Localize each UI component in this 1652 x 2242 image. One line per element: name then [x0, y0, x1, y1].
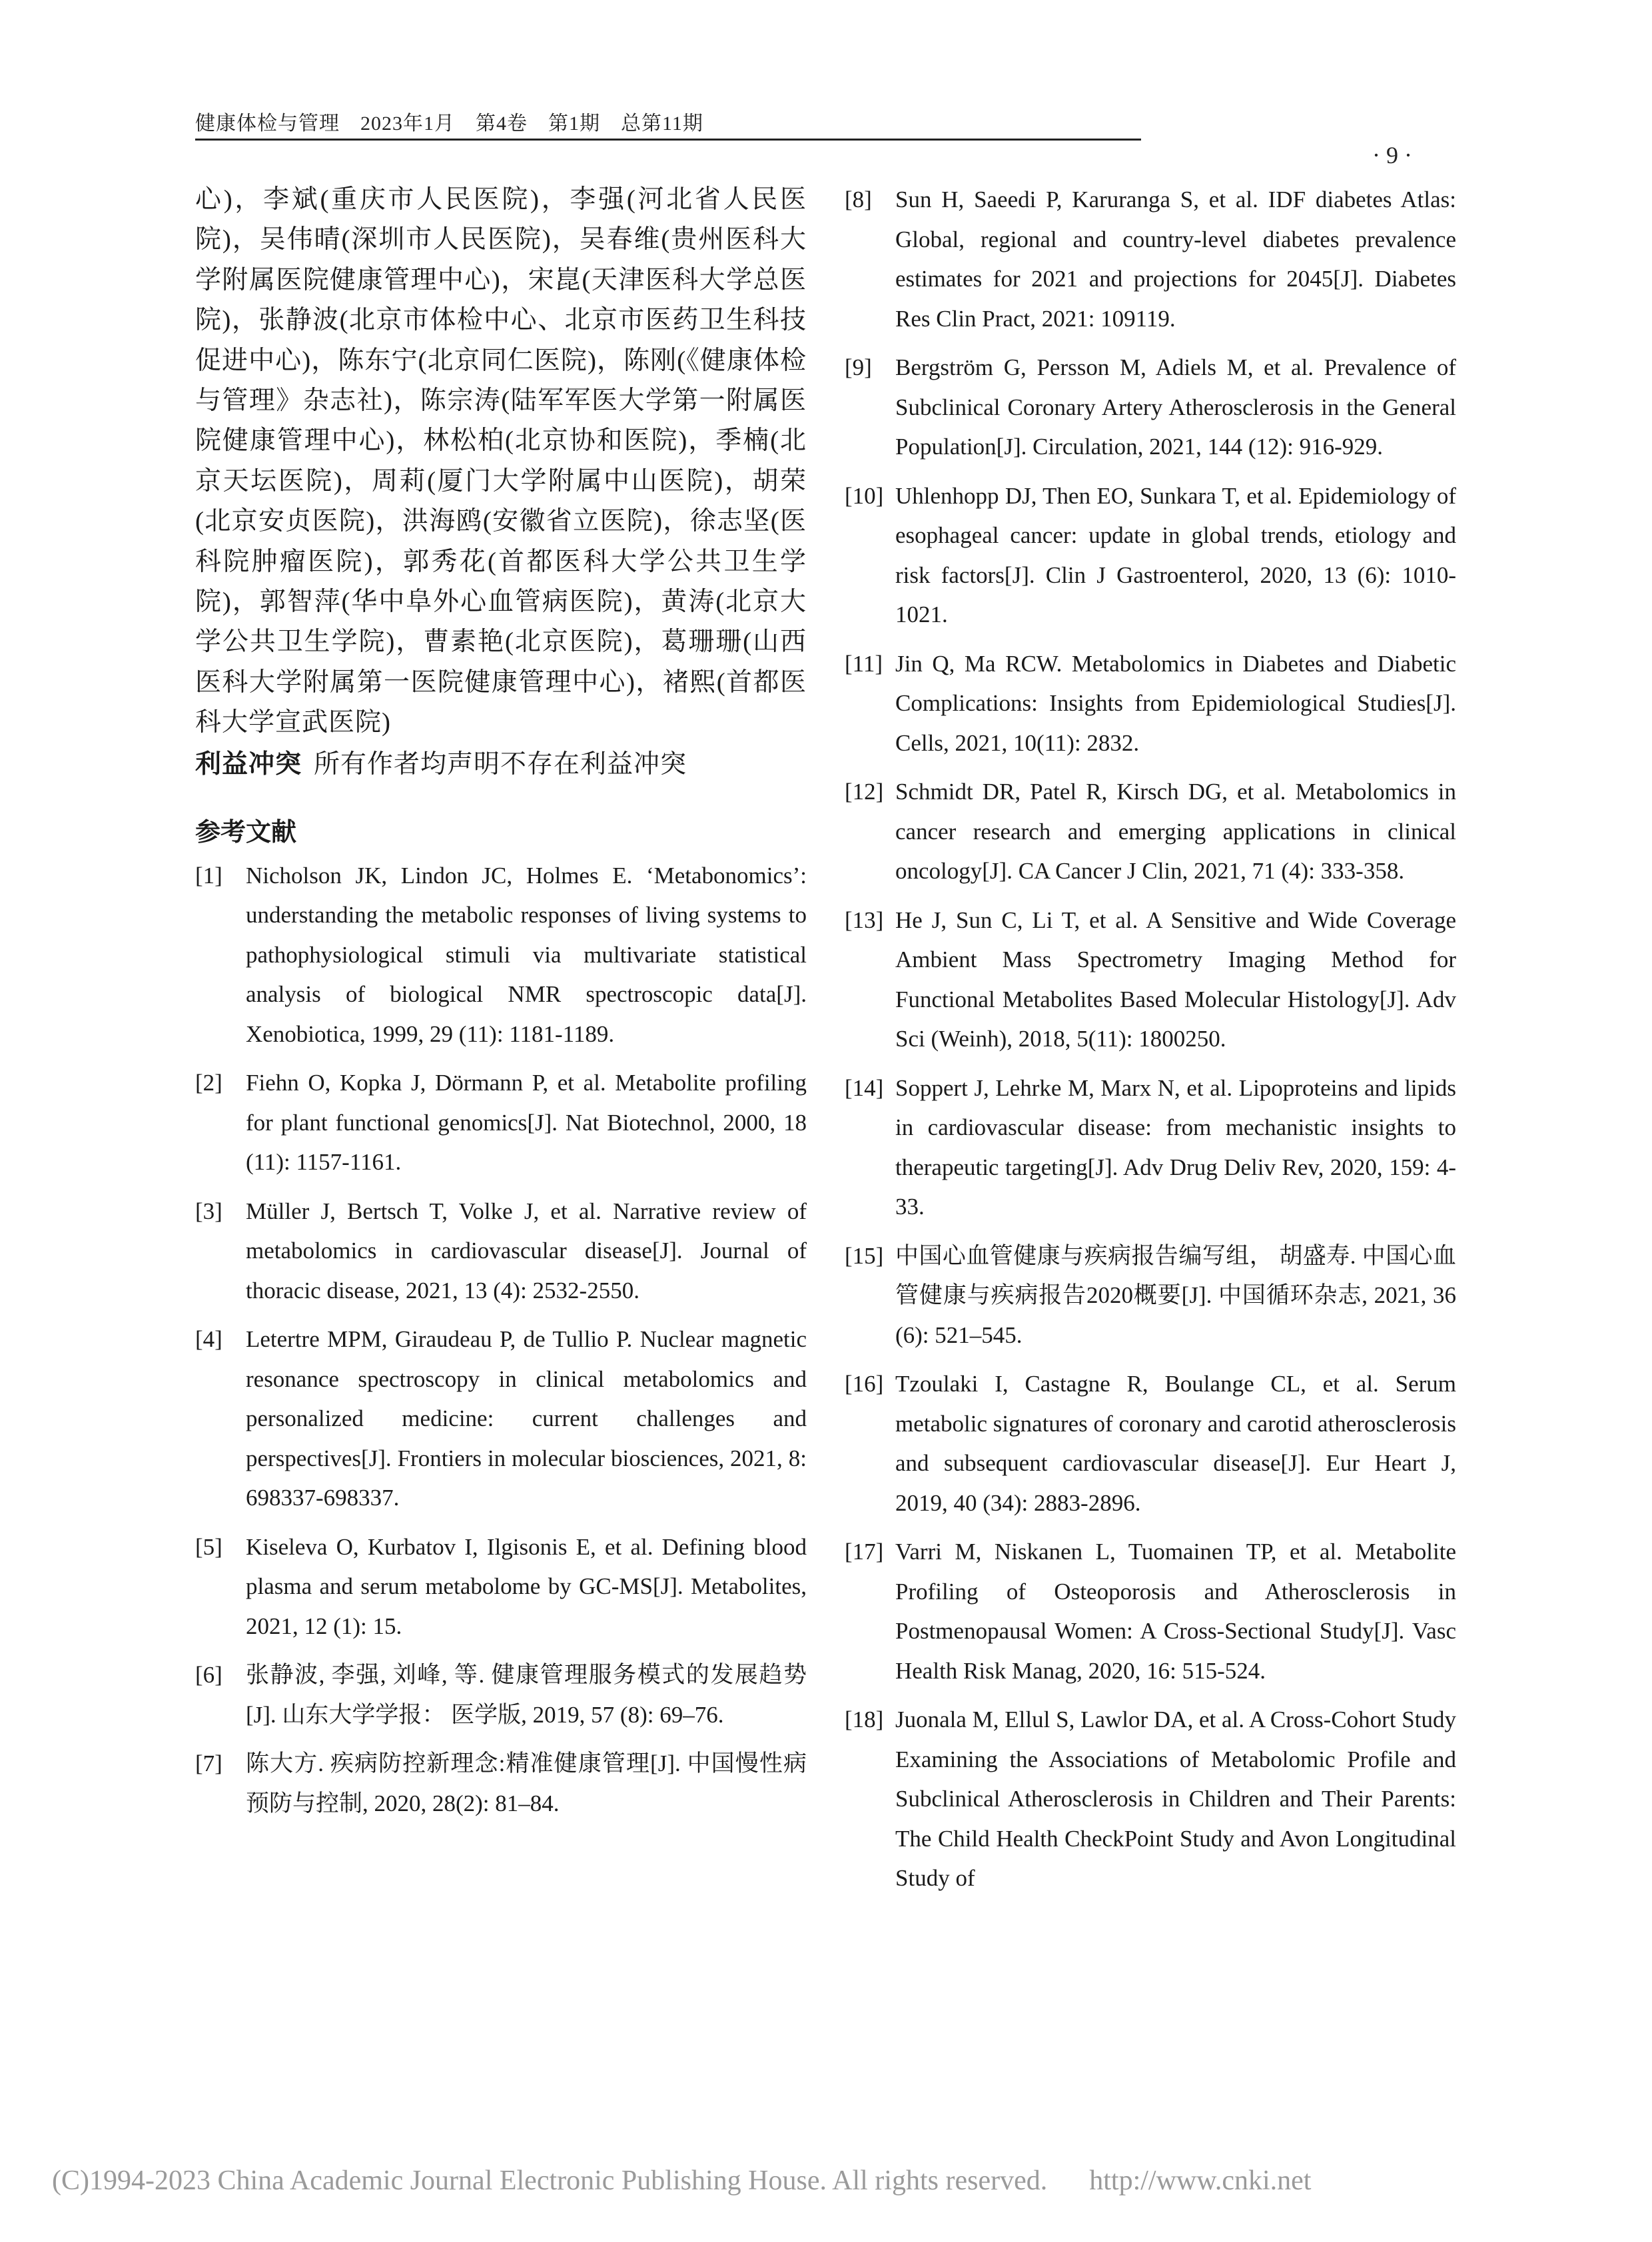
reference-text: Uhlenhopp DJ, Then EO, Sunkara T, et al. Epidemiology of esophageal cancer: update in global trends, etiology and risk factors[J]. Clin J Gastroenterol, 2020, 13 (6): 1010-1021. — [895, 482, 1456, 627]
reference-number: [8] — [845, 187, 872, 212]
reference-number: [16] — [845, 1371, 884, 1397]
reference-item — [845, 644, 1456, 763]
conflict-of-interest — [195, 745, 807, 785]
coi-text: 所有作者均声明不存在利益冲突 — [314, 749, 687, 779]
reference-item — [195, 1744, 807, 1823]
reference-text: Schmidt DR, Patel R, Kirsch DG, et al. Metabolomics in cancer research and emerging applications in clinical oncology[J]. CA Cancer J Clin, 2021, 71 (4): 333-358. — [895, 779, 1456, 884]
reference-number: [18] — [845, 1706, 884, 1732]
reference-item — [845, 1532, 1456, 1690]
reference-text: Juonala M, Ellul S, Lawlor DA, et al. A Cross-Cohort Study Examining the Associations of Metabolomic Profile and Subclinical Atherosclerosis in Children and Their Parents: The Child Health CheckPoint Study and Avon Longitudinal Study of — [895, 1706, 1456, 1891]
reference-number: [13] — [845, 907, 884, 933]
reference-item — [845, 1364, 1456, 1523]
copyright-footer — [52, 2165, 1311, 2197]
reference-item — [845, 476, 1456, 635]
reference-number: [15] — [845, 1242, 884, 1269]
footer-url: http://www.cnki.net — [1089, 2165, 1312, 2196]
coi-label: 利益冲突 — [195, 749, 302, 779]
reference-text: Varri M, Niskanen L, Tuomainen TP, et al. Metabolite Profiling of Osteoporosis and Atherosclerosis in Postmenopausal Women: A Cross-Sectional Study[J]. Vasc Health Risk Manag, 2020, 16: 515-524. — [895, 1539, 1456, 1684]
reference-item — [845, 772, 1456, 891]
reference-item — [845, 901, 1456, 1059]
reference-text: Letertre MPM, Giraudeau P, de Tullio P. Nuclear magnetic resonance spectroscopy in clinical metabolomics and personalized medicine: current challenges and perspectives[J]. Frontiers in molecular biosciences, 2021, 8: 698337-698337. — [246, 1326, 807, 1511]
reference-number: [9] — [845, 354, 872, 380]
reference-number: [7] — [195, 1750, 222, 1777]
reference-text: 中国心血管健康与疾病报告编写组， 胡盛寿. 中国心血管健康与疾病报告2020概要[J]. 中国循环杂志, 2021, 36 (6): 521–545. — [895, 1242, 1456, 1348]
reference-text: He J, Sun C, Li T, et al. A Sensitive and Wide Coverage Ambient Mass Spectrometry Imaging Method for Functional Metabolites Based Molecular Histology[J]. Adv Sci (Weinh), 2018, 5(11): 1800250. — [895, 907, 1456, 1052]
reference-number: [11] — [845, 650, 883, 677]
references-heading: 参考文献 — [195, 817, 297, 847]
acknowledgment-paragraph — [195, 180, 807, 743]
reference-text: Fiehn O, Kopka J, Dörmann P, et al. Metabolite profiling for plant functional genomics[J]. Nat Biotechnol, 2000, 18 (11): 1157-1161. — [246, 1070, 807, 1176]
reference-number: [6] — [195, 1662, 222, 1688]
reference-number: [3] — [195, 1198, 222, 1224]
reference-item — [195, 1063, 807, 1182]
reference-item — [195, 1655, 807, 1734]
reference-text: Soppert J, Lehrke M, Marx N, et al. Lipoproteins and lipids in cardiovascular disease: from mechanistic insights to therapeutic targeting[J]. Adv Drug Deliv Rev, 2020, 159: 4-33. — [895, 1074, 1456, 1220]
header-rule — [195, 139, 1141, 141]
reference-item — [845, 1236, 1456, 1355]
reference-number: [1] — [195, 862, 222, 889]
right-column — [845, 180, 1456, 1908]
reference-number: [10] — [845, 482, 884, 509]
reference-text: 陈大方. 疾病防控新理念:精准健康管理[J]. 中国慢性病预防与控制, 2020, 28(2): 81–84. — [246, 1750, 807, 1816]
reference-item — [845, 348, 1456, 467]
reference-item — [195, 1527, 807, 1647]
reference-text: Sun H, Saeedi P, Karuranga S, et al. IDF diabetes Atlas: Global, regional and country-level diabetes prevalence estimates for 2021 and projections for 2045[J]. Diabetes Res Clin Pract, 2021: 109119. — [895, 187, 1456, 332]
reference-text: Jin Q, Ma RCW. Metabolomics in Diabetes and Diabetic Complications: Insights from Epidemiological Studies[J]. Cells, 2021, 10(11): 2832. — [895, 650, 1456, 756]
reference-number: [17] — [845, 1539, 884, 1565]
reference-item — [195, 856, 807, 1054]
reference-number: [14] — [845, 1074, 884, 1101]
acknowledgment-text: 心)，李斌(重庆市人民医院)，李强(河北省人民医院)，吴伟晴(深圳市人民医院)，吴春维(贵州医科大学附属医院健康管理中心)，宋崑(天津医科大学总医院)，张静波(北京市体检中心、北京市医药卫生科技促进中心)，陈东宁(北京同仁医院)，陈刚(《健康体检与管理》杂志社)，陈宗涛(陆军军医大学第一附属医院健康管理中心)，林松柏(北京协和医院)，季楠(北京天坛医院)，周莉(厦门大学附属中山医院)，胡荣(北京安贞医院)，洪海鸥(安徽省立医院)，徐志坚(医科院肿瘤医院)，郭秀花(首都医科大学公共卫生学院)，郭智萍(华中阜外心血管病医院)，黄涛(北京大学公共卫生学院)，曹素艳(北京医院)，葛珊珊(山西医科大学附属第一医院健康管理中心)，褚熙(首都医科大学宣武医院) — [195, 185, 807, 737]
reference-item — [845, 1700, 1456, 1898]
reference-item — [845, 1068, 1456, 1227]
copyright-text: (C)1994-2023 China Academic Journal Electronic Publishing House. All rights reserved. — [52, 2165, 1048, 2196]
reference-item — [195, 1192, 807, 1311]
reference-text: Müller J, Bertsch T, Volke J, et al. Narrative review of metabolomics in cardiovascular disease[J]. Journal of thoracic disease, 2021, 13 (4): 2532-2550. — [246, 1198, 807, 1304]
reference-number: [2] — [195, 1070, 222, 1096]
reference-item — [845, 180, 1456, 338]
reference-number: [5] — [195, 1533, 222, 1560]
reference-text: Tzoulaki I, Castagne R, Boulange CL, et al. Serum metabolic signatures of coronary and carotid atherosclerosis and subsequent cardiovascular disease[J]. Eur Heart J, 2019, 40 (34): 2883-2896. — [895, 1371, 1456, 1516]
reference-text: Kiseleva O, Kurbatov I, Ilgisonis E, et al. Defining blood plasma and serum metabolome by GC-MS[J]. Metabolites, 2021, 12 (1): 15. — [246, 1533, 807, 1639]
page-number: · 9 · — [1372, 142, 1412, 169]
reference-text: Nicholson JK, Lindon JC, Holmes E. ‘Metabonomics’: understanding the metabolic responses of living systems to pathophysiological stimuli via multivariate statistical analysis of biological NMR spectroscopic data[J]. Xenobiotica, 1999, 29 (11): 1181-1189. — [246, 862, 807, 1047]
reference-item — [195, 1319, 807, 1518]
reference-text: Bergström G, Persson M, Adiels M, et al. Prevalence of Subclinical Coronary Artery Atherosclerosis in the General Population[J]. Circulation, 2021, 144 (12): 916-929. — [895, 354, 1456, 460]
left-column — [195, 180, 807, 1832]
reference-list-right — [845, 180, 1456, 1898]
reference-number: [4] — [195, 1326, 222, 1353]
reference-text: 张静波, 李强, 刘峰, 等. 健康管理服务模式的发展趋势[J]. 山东大学学报： 医学版, 2019, 57 (8): 69–76. — [246, 1662, 807, 1728]
reference-list-left — [195, 856, 807, 1824]
reference-number: [12] — [845, 779, 884, 805]
running-header: 健康体检与管理 2023年1月 第4卷 第1期 总第11期 — [195, 113, 703, 135]
